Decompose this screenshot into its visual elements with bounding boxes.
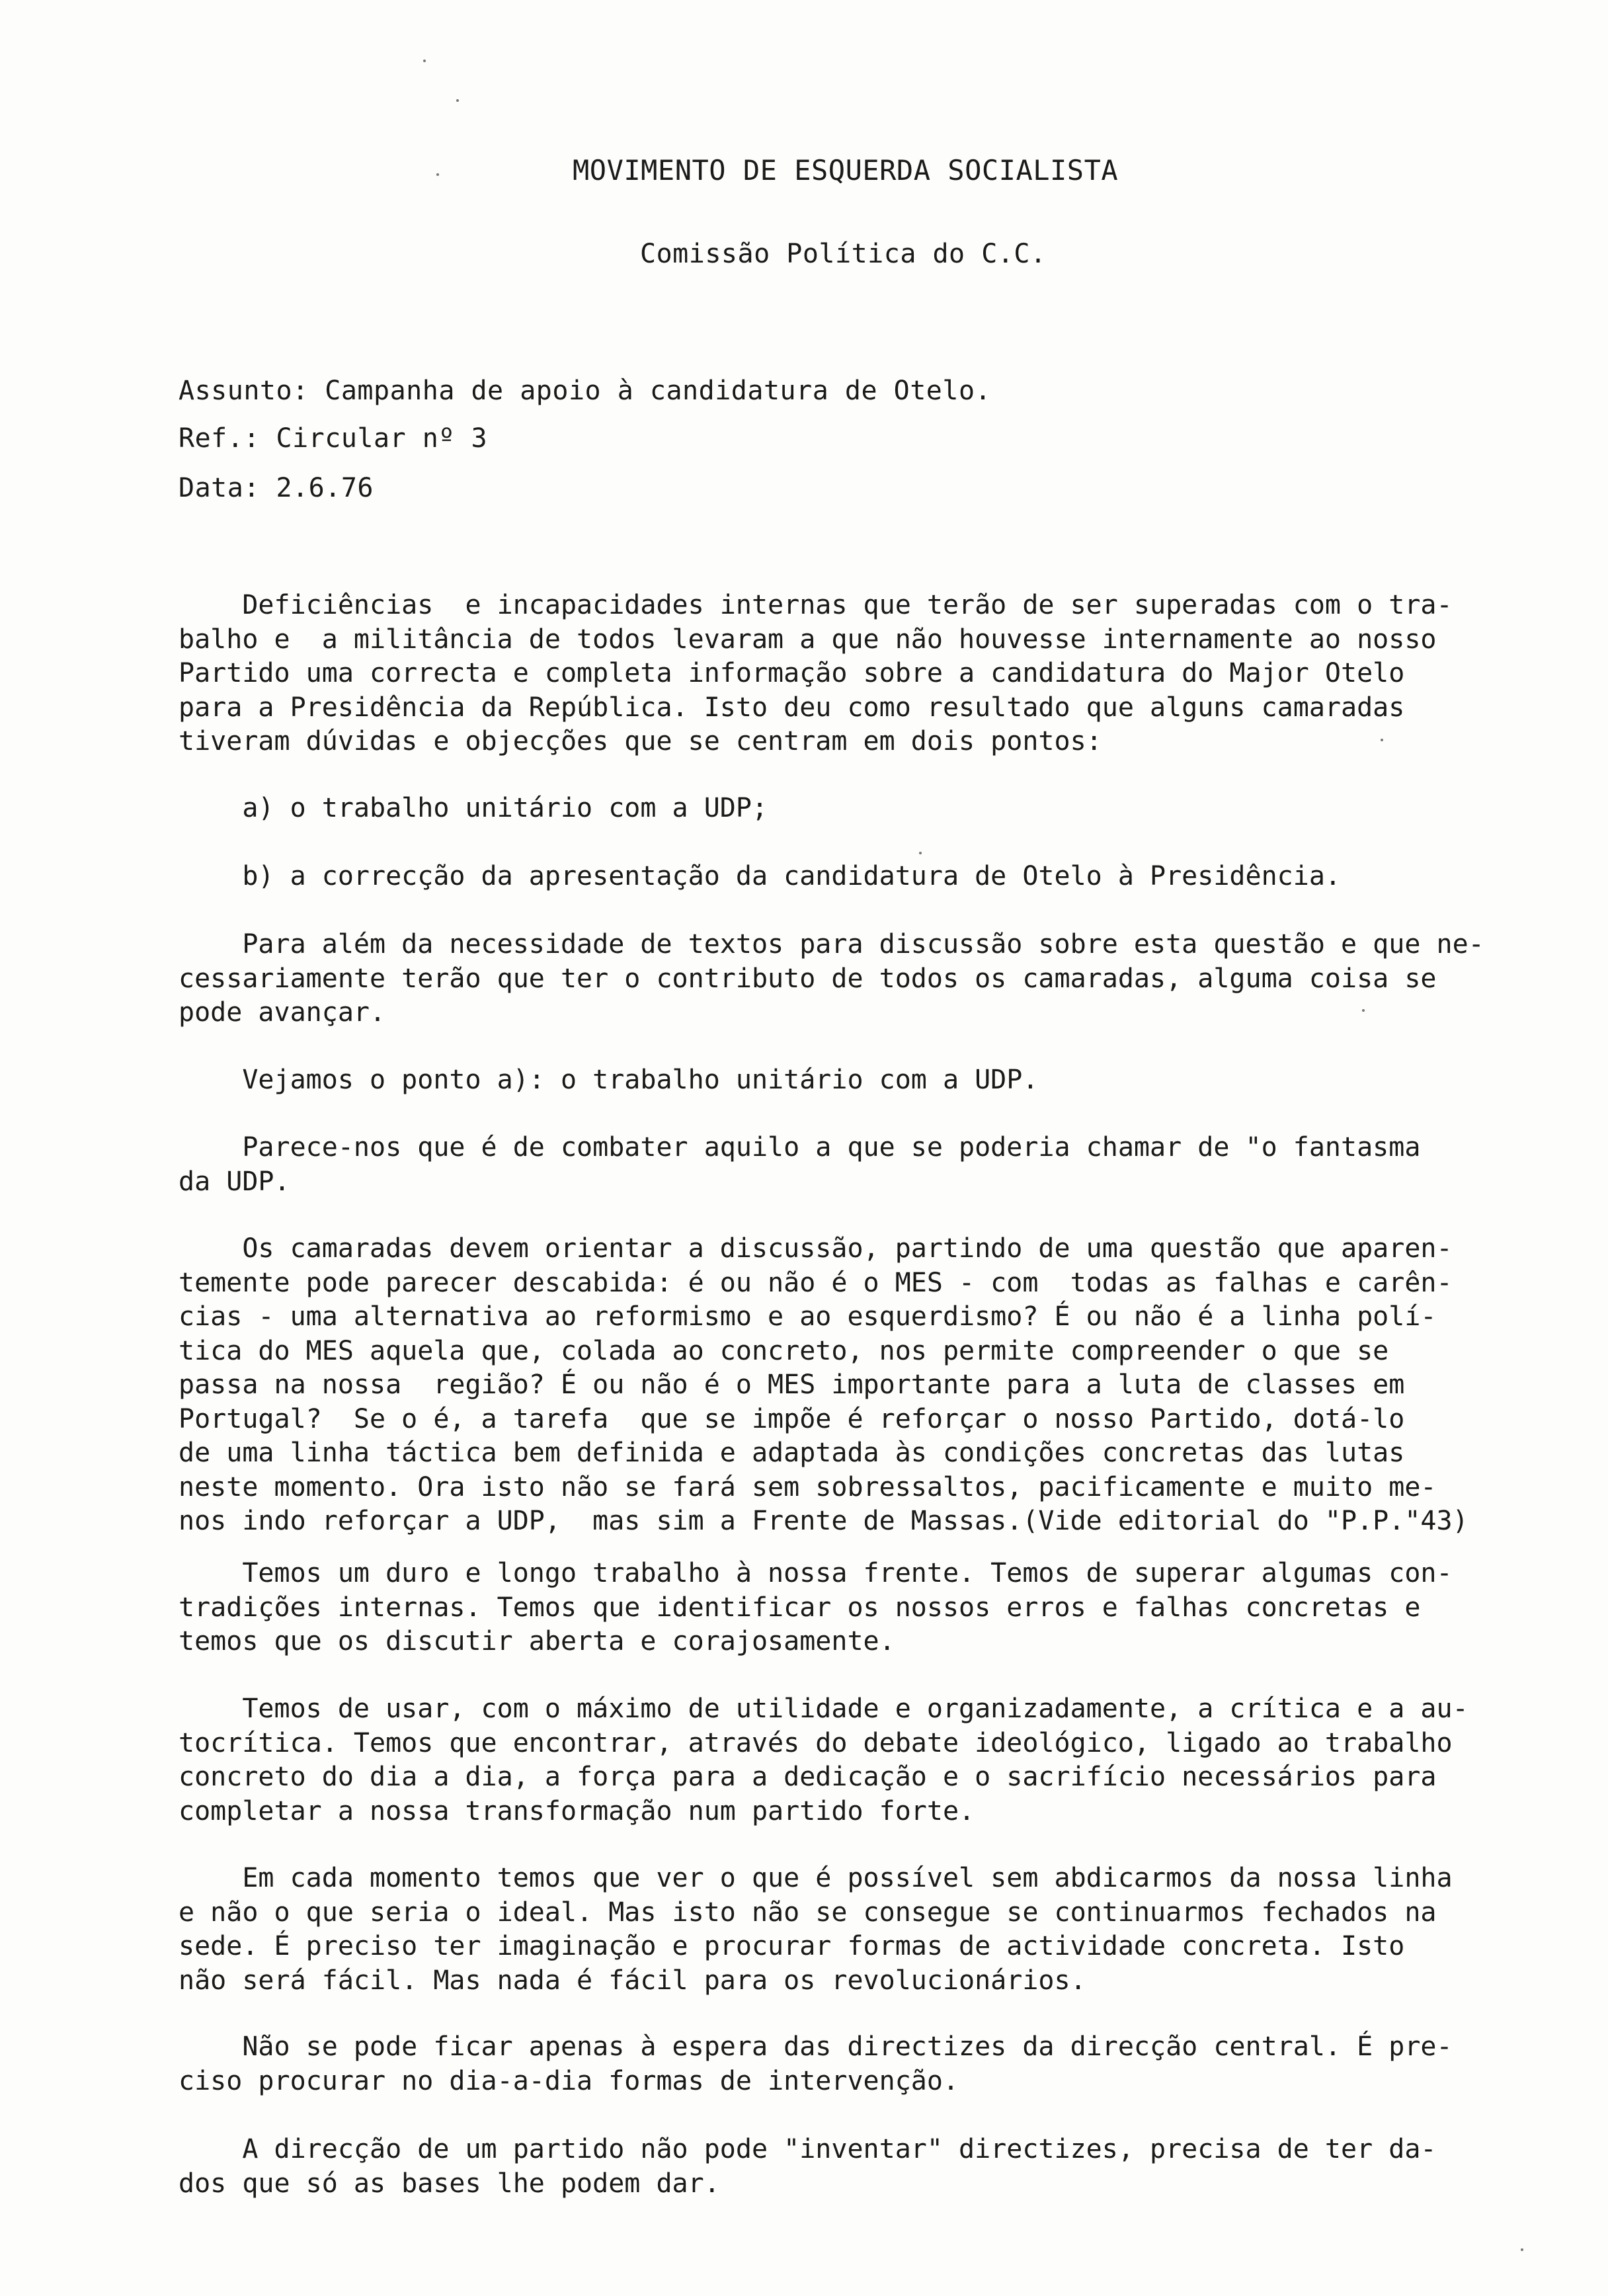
scan-speck <box>1381 739 1383 741</box>
scan-speck <box>919 852 922 854</box>
scan-speck <box>1362 1009 1365 1012</box>
organization-title: MOVIMENTO DE ESQUERDA SOCIALISTA <box>573 154 1119 186</box>
paragraph-3: Vejamos o ponto a): o trabalho unitário com a UDP. <box>179 1065 1039 1095</box>
point-b: b) a correcção da apresentação da candidatura de Otelo à Presidência. <box>179 861 1341 891</box>
scan-speck <box>1521 2248 1523 2251</box>
paragraph-5: Os camaradas devem orientar a discussão, partindo de uma questão que aparen- temente pode parecer descabida: é ou não é o MES - com todas as falhas e carên- cias - uma alternativa ao reformismo e ao esquerdismo? É ou não é a linha polí- tica do MES aquela que, colada ao concreto, nos permite compreender o que se passa na nossa região? É ou não é o MES importante para a luta de classes em Portugal? Se o é, a tarefa que se impõe é reforçar o nosso Partido, dotá-lo de uma linha táctica bem definida e adaptada às condições concretas das lutas neste momento. Ora isto não se fará sem sobressaltos, pacificamente e muito me- nos indo reforçar a UDP, mas sim a Frente de Massas.(Vide editorial do "P.P."43) <box>179 1233 1468 1536</box>
paragraph-8: Em cada momento temos que ver o que é possível sem abdicarmos da nossa linha e não o que seria o ideal. Mas isto não se consegue se continuarmos fechados na sede. É preciso ter imaginação e procurar formas de actividade concreta. Isto não será fácil. Mas nada é fácil para os revolucionários. <box>179 1863 1453 1996</box>
paragraph-2: Para além da necessidade de textos para discussão sobre esta questão e que ne- cessariamente terão que ter o contributo de todos os camaradas, alguma coisa se pode avançar. <box>179 929 1484 1028</box>
date-line: Data: 2.6.76 <box>179 473 374 503</box>
paragraph-10: A direcção de um partido não pode "inventar" directizes, precisa de ter da- dos que só as bases lhe podem dar. <box>179 2134 1437 2199</box>
paragraph-9: Não se pode ficar apenas à espera das directizes da direcção central. É pre- ciso procurar no dia-a-dia formas de intervenção. <box>179 2031 1453 2096</box>
scan-speck <box>436 173 439 176</box>
reference-line: Ref.: Circular nº 3 <box>179 423 488 454</box>
paragraph-6: Temos um duro e longo trabalho à nossa frente. Temos de superar algumas con- tradições internas. Temos que identificar os nossos erros e falhas concretas e temos que os discutir aberta e corajosamente. <box>179 1558 1453 1657</box>
paragraph-1: Deficiências e incapacidades internas que terão de ser superadas com o tra- balho e a militância de todos levaram a que não houvesse internamente ao nosso Partido uma correcta e completa informação sobre a candidatura do Major Otelo para a Presidência da República. Isto deu como resultado que alguns camaradas tiveram dúvidas e objecções que se centram em dois pontos: <box>179 590 1453 757</box>
point-a: a) o trabalho unitário com a UDP; <box>179 793 768 823</box>
commission-subtitle: Comissão Política do C.C. <box>640 239 1047 269</box>
scan-speck <box>456 99 459 102</box>
scan-speck <box>423 60 426 62</box>
paragraph-4: Parece-nos que é de combater aquilo a que se poderia chamar de "o fantasma da UDP. <box>179 1132 1421 1197</box>
paragraph-7: Temos de usar, com o máximo de utilidade e organizadamente, a crítica e a au- tocrítica. Temos que encontrar, através do debate ideológico, ligado ao trabalho concreto do dia a dia, a força para a dedicação e o sacrifício necessários para completar a nossa transformação num partido forte. <box>179 1694 1468 1826</box>
subject-line: Assunto: Campanha de apoio à candidatura de Otelo. <box>179 376 992 406</box>
